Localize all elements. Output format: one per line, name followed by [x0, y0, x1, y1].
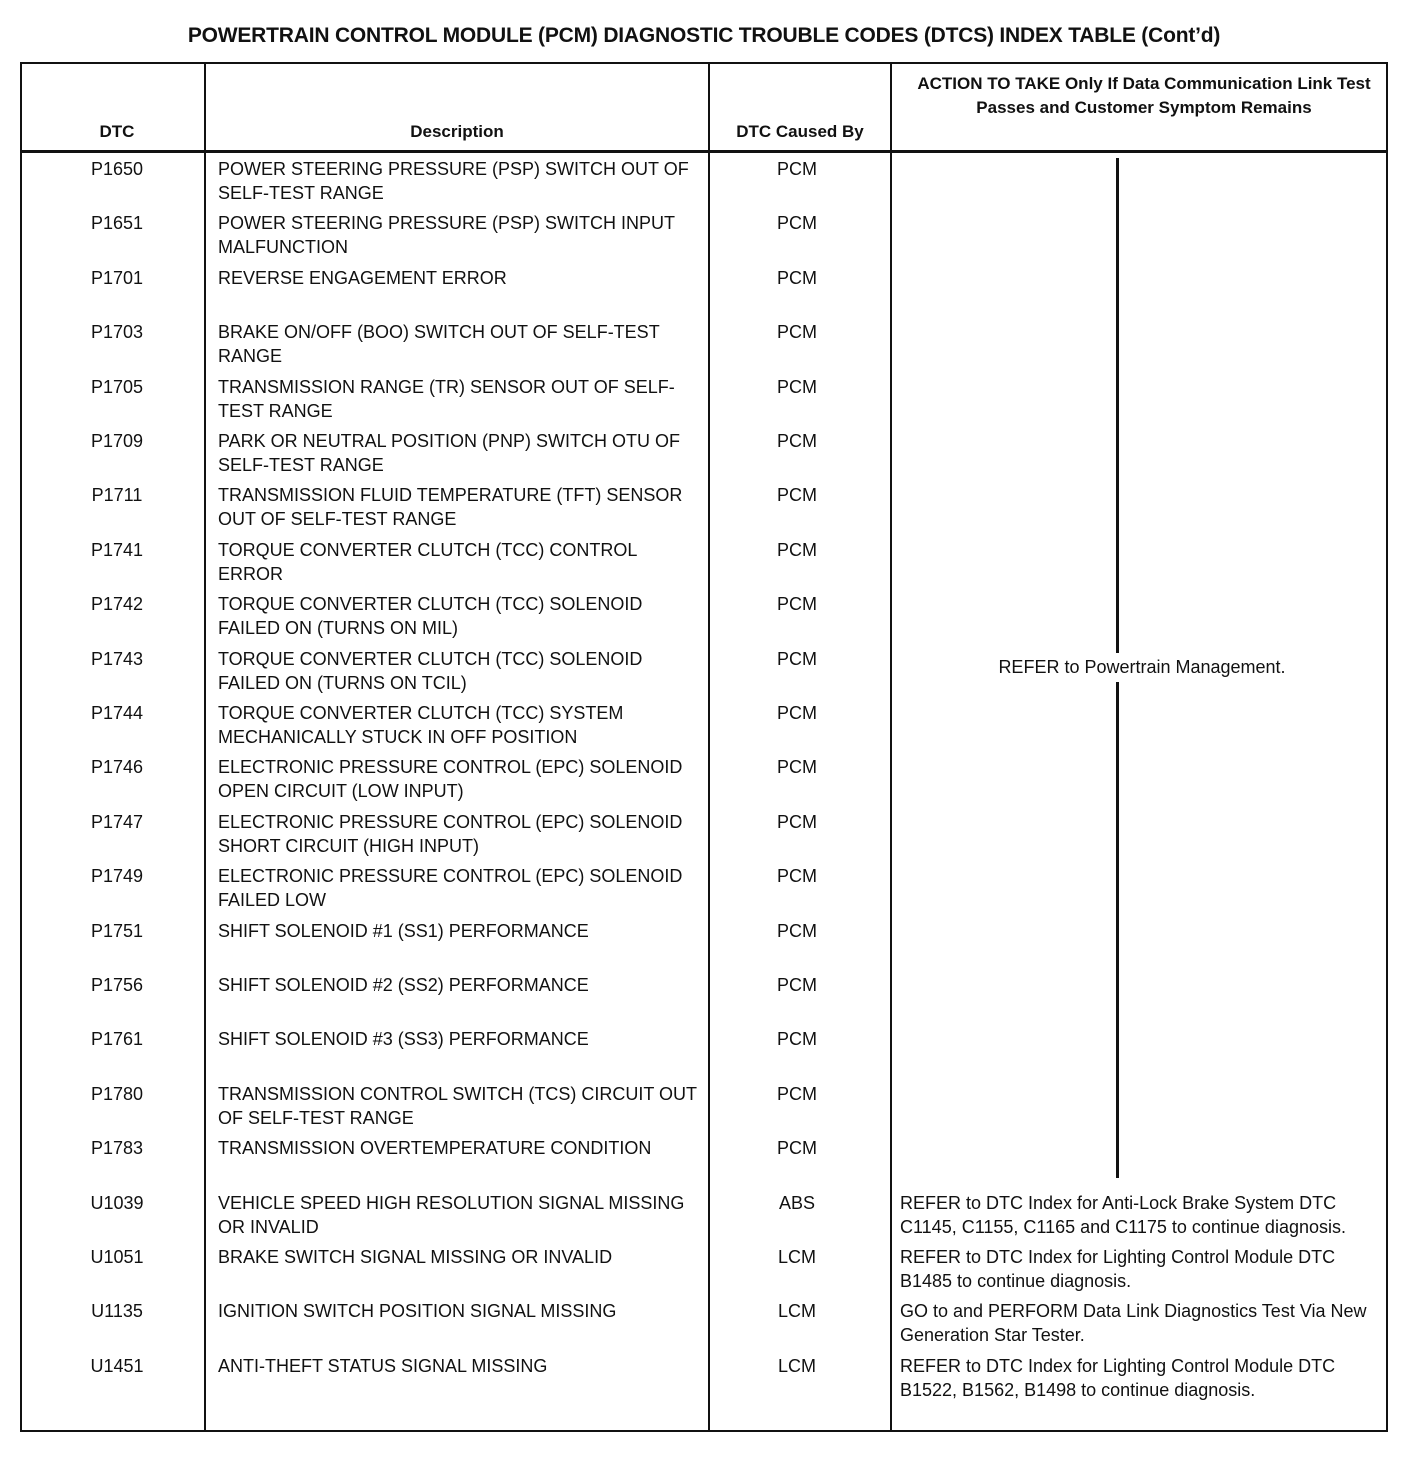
- action-cell: REFER to DTC Index for Lighting Control Module DTC B1485 to continue diagnosis.: [900, 1247, 1336, 1291]
- dtc-cell: P1780: [90, 1083, 144, 1104]
- caused-by-cell: LCM: [777, 1355, 816, 1376]
- caused-by-cell: PCM: [777, 757, 817, 778]
- description-cell: SHIFT SOLENOID #2 (SS2) PERFORMANCE: [218, 975, 589, 995]
- description-cell: ELECTRONIC PRESSURE CONTROL (EPC) SOLENOID SHORT CIRCUIT (HIGH INPUT): [218, 811, 683, 856]
- description-cell: VEHICLE SPEED HIGH RESOLUTION SIGNAL MISSING OR INVALID: [218, 1192, 685, 1237]
- dtc-cell: P1744: [90, 703, 144, 723]
- description-cell: ELECTRONIC PRESSURE CONTROL (EPC) SOLENOID OPEN CIRCUIT (LOW INPUT): [218, 757, 683, 802]
- description-cell: BRAKE SWITCH SIGNAL MISSING OR INVALID: [218, 1247, 613, 1267]
- dtc-cell: P1746: [90, 757, 144, 778]
- description-cell: TRANSMISSION OVERTEMPERATURE CONDITION: [218, 1138, 652, 1159]
- column-divider: [204, 64, 206, 1430]
- dtc-cell: P1705: [90, 376, 144, 397]
- dtc-cell: P1650: [90, 159, 144, 179]
- dtc-cell: P1701: [90, 267, 144, 288]
- caused-by-cell: PCM: [777, 376, 817, 397]
- description-cell: PARK OR NEUTRAL POSITION (PNP) SWITCH OTU OF SELF-TEST RANGE: [218, 431, 681, 475]
- description-cell: TORQUE CONVERTER CLUTCH (TCC) CONTROL ERROR: [218, 539, 637, 584]
- dtc-cell: U1135: [91, 1301, 143, 1322]
- column-divider: [890, 64, 892, 1430]
- description-cell: SHIFT SOLENOID #1 (SS1) PERFORMANCE: [218, 920, 589, 941]
- action-cell: REFER to DTC Index for Lighting Control Module DTC B1522, B1562, B1498 to continue diagnosis.: [900, 1355, 1336, 1400]
- dtc-cell: P1749: [90, 866, 144, 887]
- caused-by-cell: PCM: [777, 975, 817, 995]
- description-cell: ELECTRONIC PRESSURE CONTROL (EPC) SOLENOID FAILED LOW: [218, 866, 683, 911]
- dtc-cell: P1651: [90, 213, 144, 234]
- description-cell: TORQUE CONVERTER CLUTCH (TCC) SOLENOID FAILED ON (TURNS ON TCIL): [218, 648, 643, 693]
- dtc-cell: P1742: [90, 594, 144, 615]
- header-action: ACTION TO TAKE Only If Data Communication Link Test Passes and Customer Symptom Remains: [917, 74, 1371, 117]
- dtc-cell: P1709: [90, 431, 144, 451]
- caused-by-cell: PCM: [777, 594, 817, 615]
- dtc-cell: P1703: [90, 322, 144, 343]
- caused-by-cell: PCM: [777, 648, 817, 669]
- description-cell: REVERSE ENGAGEMENT ERROR: [218, 267, 507, 288]
- description-cell: ANTI-THEFT STATUS SIGNAL MISSING: [218, 1355, 548, 1376]
- dtc-cell: P1751: [90, 920, 144, 941]
- dtc-index-table: [20, 62, 1388, 1432]
- description-cell: IGNITION SWITCH POSITION SIGNAL MISSING: [218, 1301, 617, 1322]
- header-caused-by: DTC Caused By: [736, 122, 864, 141]
- description-cell: TRANSMISSION CONTROL SWITCH (TCS) CIRCUIT OUT OF SELF-TEST RANGE: [218, 1083, 697, 1128]
- column-divider: [708, 64, 710, 1430]
- caused-by-cell: PCM: [777, 866, 817, 887]
- caused-by-cell: PCM: [777, 485, 817, 506]
- dtc-cell: P1711: [91, 485, 143, 506]
- caused-by-cell: PCM: [777, 1029, 817, 1050]
- description-cell: POWER STEERING PRESSURE (PSP) SWITCH INPUT MALFUNCTION: [218, 213, 675, 258]
- header-dtc: DTC: [99, 122, 135, 141]
- description-cell: TORQUE CONVERTER CLUTCH (TCC) SOLENOID FAILED ON (TURNS ON MIL): [218, 594, 643, 639]
- caused-by-cell: PCM: [777, 811, 817, 832]
- dtc-cell: P1783: [90, 1138, 144, 1159]
- caused-by-cell: PCM: [777, 920, 817, 941]
- header-description: Description: [410, 122, 504, 141]
- description-cell: TRANSMISSION FLUID TEMPERATURE (TFT) SENSOR OUT OF SELF-TEST RANGE: [218, 485, 683, 530]
- dtc-cell: P1743: [90, 648, 144, 669]
- dtc-cell: U1451: [90, 1355, 144, 1376]
- dtc-cell: P1741: [90, 539, 144, 560]
- caused-by-cell: LCM: [777, 1301, 816, 1322]
- header-divider: [22, 150, 1386, 153]
- action-cell: REFER to DTC Index for Anti-Lock Brake System DTC C1145, C1155, C1165 and C1175 to continue diagnosis.: [900, 1192, 1346, 1237]
- description-cell: TORQUE CONVERTER CLUTCH (TCC) SYSTEM MECHANICALLY STUCK IN OFF POSITION: [218, 703, 624, 747]
- description-cell: SHIFT SOLENOID #3 (SS3) PERFORMANCE: [218, 1029, 589, 1050]
- description-cell: BRAKE ON/OFF (BOO) SWITCH OUT OF SELF-TEST RANGE: [218, 322, 660, 367]
- description-cell: TRANSMISSION RANGE (TR) SENSOR OUT OF SELF-TEST RANGE: [218, 376, 675, 421]
- caused-by-cell: PCM: [777, 539, 817, 560]
- caused-by-cell: PCM: [777, 322, 817, 343]
- dtc-cell: U1039: [90, 1192, 144, 1213]
- page-title: POWERTRAIN CONTROL MODULE (PCM) DIAGNOSTIC TROUBLE CODES (DTCS) INDEX TABLE (Cont’d): [187, 24, 1221, 47]
- caused-by-cell: PCM: [777, 267, 817, 288]
- dtc-cell: P1761: [90, 1029, 144, 1050]
- caused-by-cell: PCM: [777, 159, 817, 179]
- caused-by-cell: PCM: [777, 1138, 817, 1159]
- description-cell: POWER STEERING PRESSURE (PSP) SWITCH OUT OF SELF-TEST RANGE: [218, 159, 689, 203]
- caused-by-cell: ABS: [778, 1192, 816, 1213]
- caused-by-cell: PCM: [777, 703, 817, 723]
- caused-by-cell: PCM: [777, 213, 817, 234]
- merged-action-text: REFER to Powertrain Management.: [932, 653, 1352, 682]
- dtc-cell: P1747: [90, 811, 144, 832]
- action-cell: GO to and PERFORM Data Link Diagnostics Test Via New Generation Star Tester.: [900, 1301, 1367, 1346]
- dtc-cell: U1051: [90, 1247, 144, 1267]
- caused-by-cell: PCM: [777, 431, 817, 451]
- caused-by-cell: PCM: [777, 1083, 817, 1104]
- dtc-cell: P1756: [90, 975, 144, 995]
- caused-by-cell: LCM: [777, 1247, 816, 1267]
